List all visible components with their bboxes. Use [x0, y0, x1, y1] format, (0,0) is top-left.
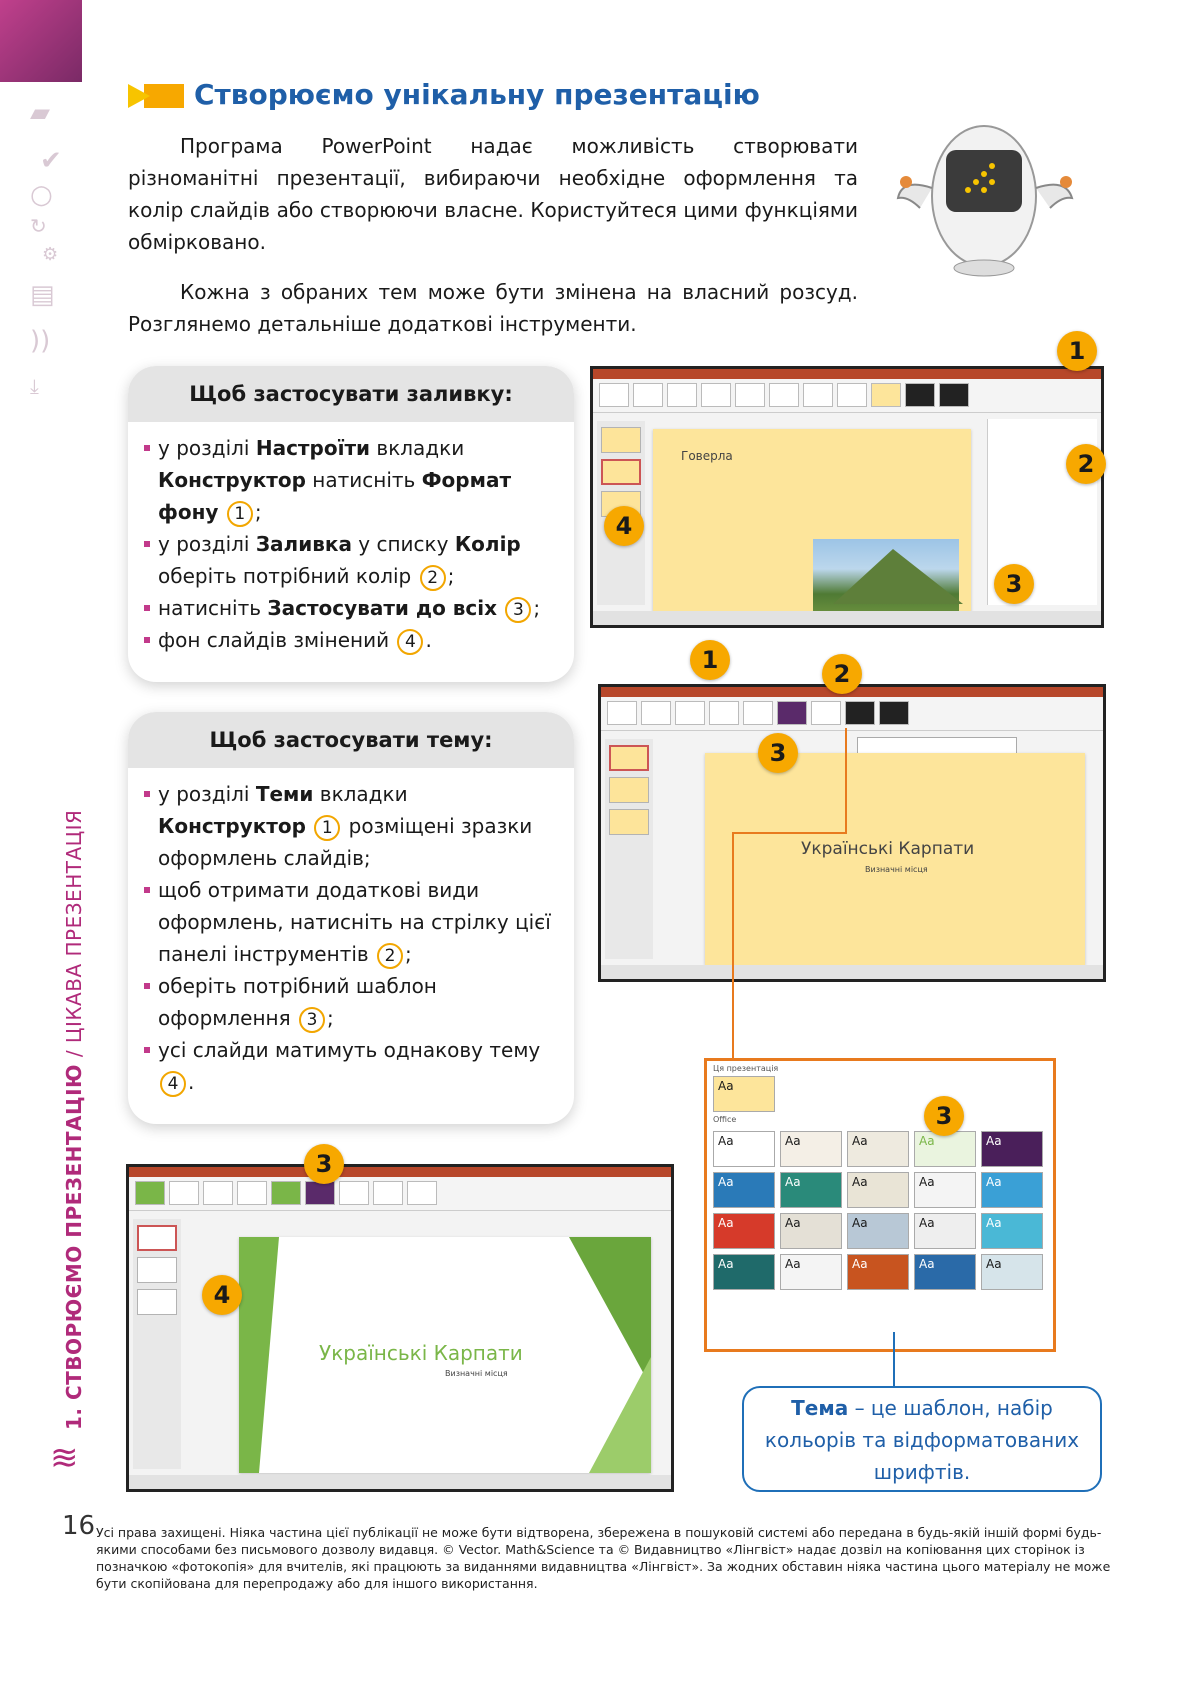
theme-instructions-box — [128, 712, 574, 1124]
theme-tile[interactable]: Aa — [914, 1131, 976, 1167]
gear-icon: ⚙ — [42, 244, 59, 265]
theme-tile[interactable]: Aa — [981, 1213, 1043, 1249]
step-number: 2 — [420, 565, 446, 591]
theme-tile[interactable]: Aa — [713, 1254, 775, 1290]
page-number: 16 — [62, 1511, 96, 1541]
fill-step-1: у розділі Настроїти вкладки Конструктор натисніть Формат фону 1 ; — [144, 432, 556, 528]
robot-illustration — [880, 118, 1090, 278]
theme-tile[interactable]: Aa — [847, 1254, 909, 1290]
wifi-bottom-icon: ≋ — [50, 1438, 79, 1478]
theme-tile[interactable]: Aa — [780, 1172, 842, 1208]
theme-gallery — [704, 1058, 1056, 1352]
folder-icon: ▰ — [30, 98, 50, 128]
fill-step-2: у розділі Заливка у списку Колір оберіть потрібний колір 2 ; — [144, 528, 556, 592]
second-paragraph: Кожна з обраних тем може бути змінена на власний розсуд. Розглянемо детальніше додаткові інструменти. — [128, 280, 858, 336]
theme-tile[interactable]: Aa — [914, 1254, 976, 1290]
theme-definition-callout: Тема – це шаблон, набір кольорів та відформатованих шрифтів. — [742, 1386, 1102, 1492]
badge-3: 3 — [994, 564, 1034, 604]
badge-4: 4 — [202, 1275, 242, 1315]
step-number: 1 — [314, 815, 340, 841]
connector-line — [732, 832, 847, 834]
gallery-label-current: Ця презентація — [713, 1064, 779, 1073]
step-number: 4 — [397, 629, 423, 655]
screenshot-themes — [598, 684, 1106, 982]
slide-title: Українські Карпати — [319, 1341, 523, 1365]
theme-tile[interactable]: Aa — [713, 1213, 775, 1249]
check-icon: ✔ — [40, 146, 62, 176]
theme-tile[interactable]: Aa — [713, 1131, 775, 1167]
theme-grid — [707, 1127, 1053, 1294]
badge-4: 4 — [604, 506, 644, 546]
badge-3: 3 — [758, 733, 798, 773]
theme-tile[interactable]: Aa — [981, 1172, 1043, 1208]
step-number: 3 — [505, 597, 531, 623]
page-title: Створюємо унікальну презентацію — [194, 78, 760, 111]
theme-step-1: у розділі Теми вкладки Конструктор 1 розміщені зразки оформлень слайдів; — [144, 778, 556, 874]
theme-step-4: усі слайди матимуть однакову тему 4 . — [144, 1034, 556, 1098]
heading-marker — [128, 84, 184, 108]
corner-decoration — [0, 0, 82, 82]
fill-box-title: Щоб застосувати заливку: — [128, 366, 574, 422]
badge-2: 2 — [822, 654, 862, 694]
wifi-icon: )) — [30, 326, 51, 356]
gallery-label-office: Office — [713, 1115, 737, 1124]
theme-tile[interactable]: Aa — [847, 1172, 909, 1208]
current-theme-tile[interactable]: Aa — [713, 1076, 775, 1112]
theme-tile[interactable]: Aa — [780, 1213, 842, 1249]
theme-tile[interactable]: Aa — [914, 1172, 976, 1208]
refresh-icon: ↻ — [30, 214, 47, 238]
vertical-chapter-title: 1. СТВОРЮЄМО ПРЕЗЕНТАЦІЮ / ЦІКАВА ПРЕЗЕНТАЦІЯ — [62, 809, 86, 1430]
step-number: 1 — [227, 501, 253, 527]
slide-title: Українські Карпати — [801, 839, 975, 859]
slide-preview — [653, 429, 971, 613]
badge-3: 3 — [304, 1144, 344, 1184]
step-number: 4 — [160, 1071, 186, 1097]
slide-subtitle: Визначні місця — [445, 1369, 508, 1378]
theme-box-title: Щоб застосувати тему: — [128, 712, 574, 768]
slide-subtitle: Визначні місця — [865, 865, 928, 874]
theme-tile[interactable]: Aa — [713, 1172, 775, 1208]
theme-tile[interactable]: Aa — [780, 1131, 842, 1167]
badge-2: 2 — [1066, 444, 1106, 484]
step-number: 2 — [377, 943, 403, 969]
download-icon: ⤓ — [30, 374, 39, 398]
theme-tile[interactable]: Aa — [914, 1213, 976, 1249]
copyright-footer: Усі права захищені. Ніяка частина цієї публікації не може бути відтворена, збережена в пошуковій системі або передана в будь-якій іншій формі будь-якими способами без письмового дозволу видавця. © Vector. Math&Science та © Видавництво «Лінгвіст» надає дозвіл на копіювання цих сторінок із позначкою «фотокопія» для вчителів, які працюють за виданнями видавництва «Лінгвіст». За жодних обставин ніяка частина цього матеріалу не може бути скопійована для перепродажу або для іншого використання. — [96, 1525, 1111, 1591]
connector-line — [732, 832, 734, 1060]
step-number: 3 — [299, 1007, 325, 1033]
slide-title: Говерла — [681, 449, 733, 463]
badge-1: 1 — [690, 640, 730, 680]
bulb-icon: ○ — [30, 180, 53, 210]
slide-preview — [239, 1237, 651, 1473]
theme-tile[interactable]: Aa — [847, 1131, 909, 1167]
document-icon: ▤ — [30, 280, 55, 310]
theme-tile[interactable]: Aa — [780, 1254, 842, 1290]
badge-3: 3 — [924, 1096, 964, 1136]
theme-tile[interactable]: Aa — [981, 1131, 1043, 1167]
slide-preview — [705, 753, 1085, 965]
connector-line — [845, 728, 847, 833]
theme-tile[interactable]: Aa — [981, 1254, 1043, 1290]
intro-paragraph: Програма PowerPoint надає можливість створювати різноманітні презентації, вибираючи необхідне оформлення та колір слайдів або створюючи власне. Користуйтеся цими функціями обмірковано. — [128, 134, 858, 254]
badge-1: 1 — [1057, 331, 1097, 371]
fill-step-4: фон слайдів змінений 4 . — [144, 624, 556, 656]
fill-instructions-box — [128, 366, 574, 682]
fill-step-3: натисніть Застосувати до всіх 3 ; — [144, 592, 556, 624]
theme-step-2: щоб отримати додаткові види оформлень, натисніть на стрілку цієї панелі інструментів 2 ; — [144, 874, 556, 970]
theme-step-3: оберіть потрібний шаблон оформлення 3 ; — [144, 970, 556, 1034]
screenshot-applied-theme — [126, 1164, 674, 1492]
callout-pointer — [893, 1332, 895, 1386]
theme-tile[interactable]: Aa — [847, 1213, 909, 1249]
